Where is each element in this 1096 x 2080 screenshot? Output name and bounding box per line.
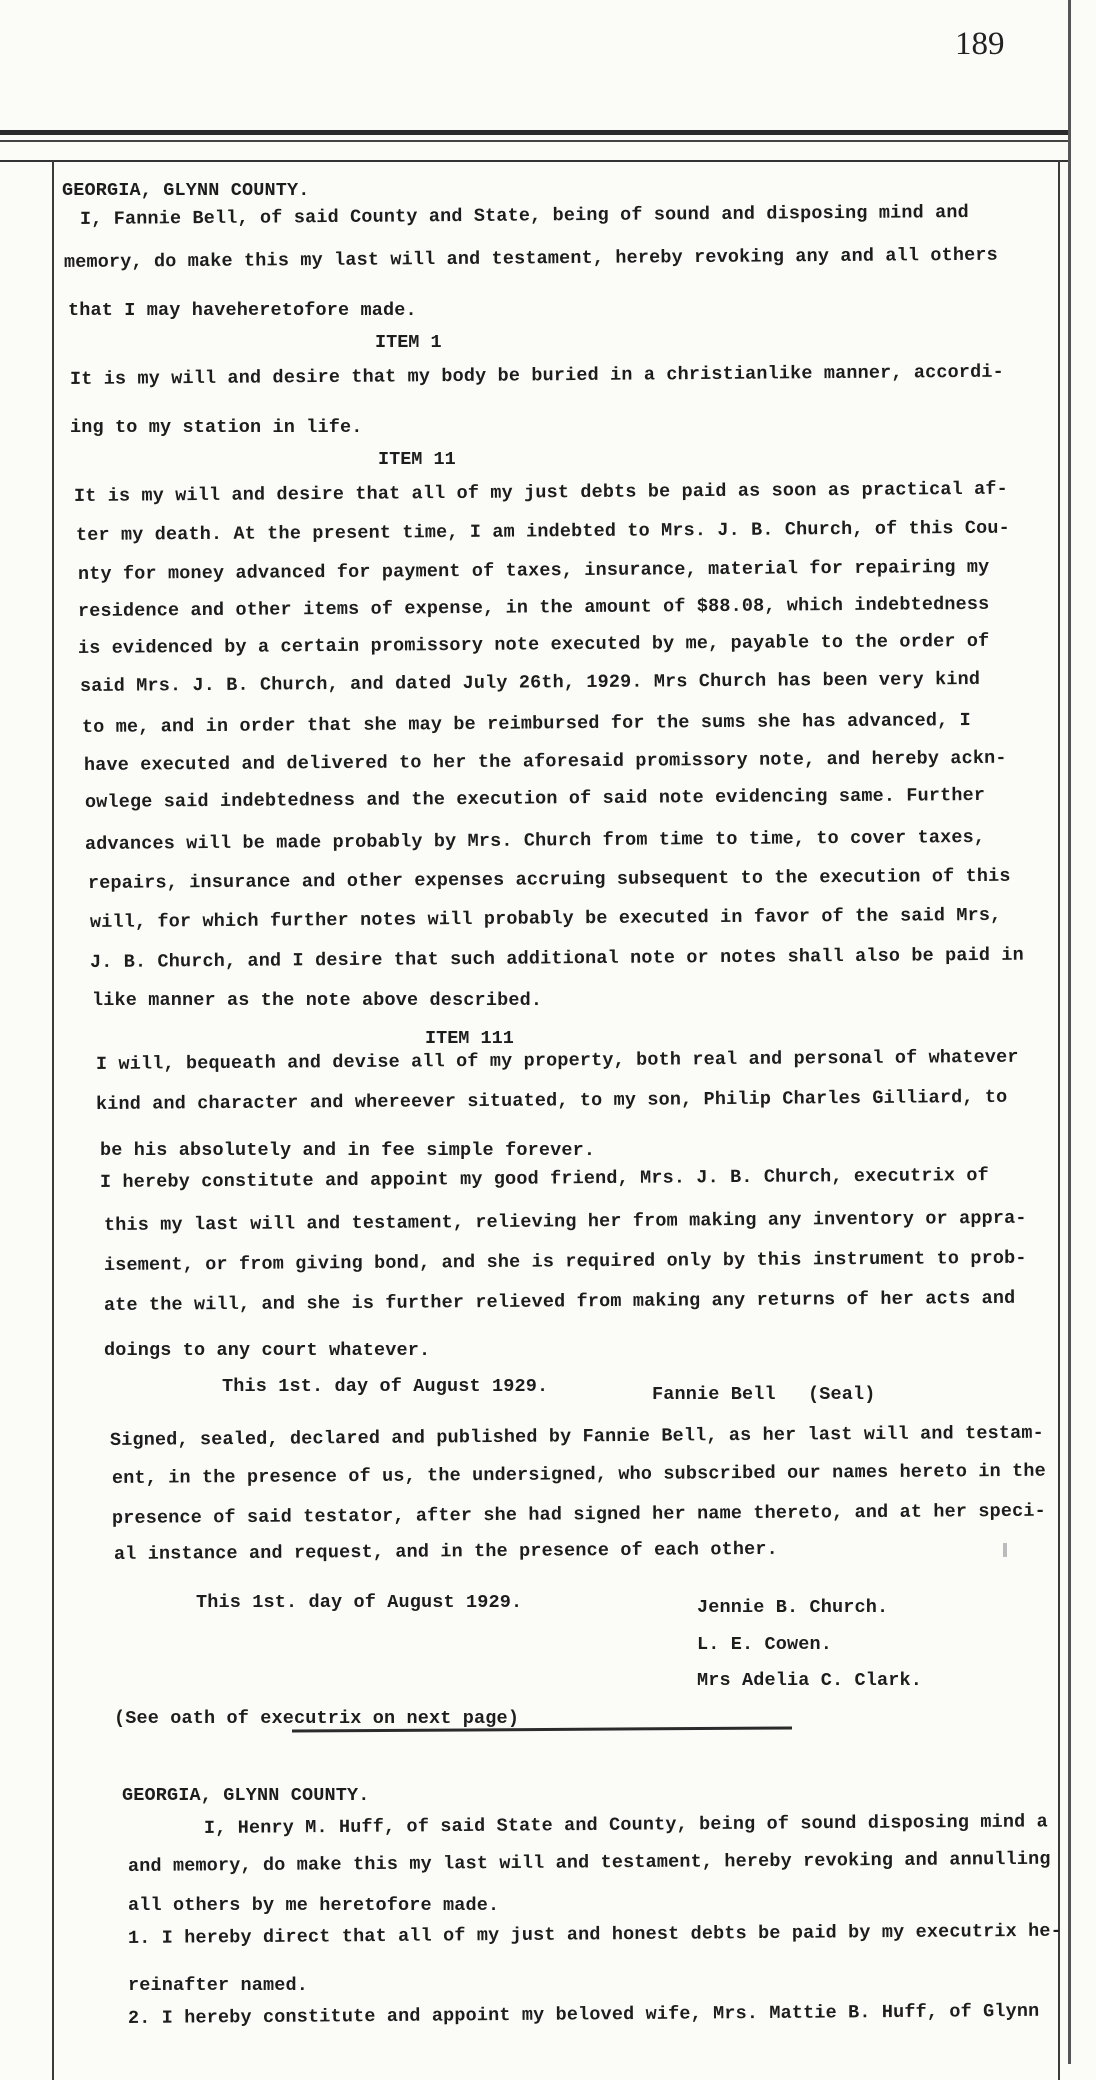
witness-name: Jennie B. Church. [697, 1597, 889, 1618]
will-line: and memory, do make this my last will and testament, hereby revoking and annulling [127, 1848, 1051, 1877]
item-line: isement, or from giving bond, and she is required only by this instrument to prob- [103, 1247, 1027, 1276]
item-line: will, for which further notes will probably be executed in favor of the said Mrs, [89, 904, 1002, 933]
item-line: ter my death. At the present time, I am indebted to Mrs. J. B. Church, of this Cou- [75, 517, 1010, 546]
item-line: have executed and delivered to her the aforesaid promissory note, and hereby ackn- [83, 747, 1007, 776]
item-line: be his absolutely and in fee simple forever. [100, 1140, 596, 1161]
margin-mark [1003, 1543, 1007, 1557]
intro-line: that I may haveheretofore made. [68, 300, 417, 321]
item-line: owlege said indebtedness and the execution of said note evidencing same. Further [84, 784, 986, 813]
item-line: advances will be made probably by Mrs. Church from time to time, to cover taxes, [84, 826, 986, 855]
item-line: residence and other items of expense, in the amount of $88.08, which indebtedness [77, 593, 990, 622]
item-heading: ITEM 11 [378, 449, 456, 470]
intro-line: I, Fannie Bell, of said County and State, being of sound and disposing mind and [79, 202, 969, 230]
item-line: ate the will, and she is further relieved from making any returns of her acts and [103, 1287, 1016, 1316]
executrix-note: (See oath of executrix on next page) [114, 1708, 520, 1729]
item-line: to me, and in order that she may be reimbursed for the sums she has advanced, I [81, 710, 971, 738]
item-line: said Mrs. J. B. Church, and dated July 26th, 1929. Mrs Church has been very kind [79, 668, 981, 697]
item-line: this my last will and testament, relieving her from making any inventory or appra- [103, 1207, 1027, 1236]
item-line: nty for money advanced for payment of taxes, insurance, material for repairing my [77, 556, 990, 585]
attestation-line: presence of said testator, after she had signed her name thereto, and at her speci- [111, 1500, 1046, 1529]
seal-label: (Seal) [808, 1384, 876, 1405]
attestation-line: al instance and request, and in the presence of each other. [113, 1538, 778, 1565]
attestation-line: ent, in the presence of us, the undersigned, who subscribed our names hereto in the [111, 1460, 1046, 1489]
item-line: I will, bequeath and devise all of my property, both real and personal of whatever [95, 1046, 1019, 1075]
item-line: is evidenced by a certain promissory note executed by me, payable to the order of [77, 630, 990, 659]
item-line: doings to any court whatever. [104, 1340, 431, 1361]
date-line: This 1st. day of August 1929. [222, 1376, 549, 1397]
will-heading: GEORGIA, GLYNN COUNTY. [62, 180, 310, 201]
will-line: I, Henry M. Huff, of said State and County, being of sound disposing mind a [203, 1811, 1048, 1839]
top-rule [0, 130, 1068, 135]
item-heading: ITEM 111 [425, 1028, 514, 1049]
attestation-line: Signed, sealed, declared and published by Fannie Bell, as her last will and testam- [109, 1422, 1044, 1451]
item-line: I hereby constitute and appoint my good friend, Mrs. J. B. Church, executrix of [99, 1165, 989, 1193]
witness-name: L. E. Cowen. [697, 1634, 833, 1655]
item-line: ing to my station in life. [70, 417, 363, 438]
top-rule-thin [0, 140, 1068, 142]
will-line: 1. I hereby direct that all of my just and honest debts be paid by my executrix he- [127, 1920, 1062, 1949]
item-line: J. B. Church, and I desire that such additional note or notes shall also be paid in [89, 944, 1024, 973]
page-right-edge [1068, 0, 1071, 2064]
intro-line: memory, do make this my last will and testament, hereby revoking any and all others [63, 244, 998, 273]
item-line: like manner as the note above described. [92, 990, 543, 1011]
item-line: kind and character and whereever situated, to my son, Philip Charles Gilliard, to [95, 1086, 1008, 1115]
item-line: It is my will and desire that my body be buried in a christianlike manner, accordi- [69, 361, 1004, 390]
will-line: all others by me heretofore made. [128, 1895, 500, 1916]
witness-name: Mrs Adelia C. Clark. [697, 1670, 923, 1691]
will-line: reinafter named. [128, 1975, 309, 1996]
will-line: 2. I hereby constitute and appoint my beloved wife, Mrs. Mattie B. Huff, of Glynn [127, 2000, 1040, 2029]
item-line: repairs, insurance and other expenses accruing subsequent to the execution of this [87, 865, 1011, 894]
will-heading: GEORGIA, GLYNN COUNTY. [122, 1785, 370, 1806]
attestation-date: This 1st. day of August 1929. [196, 1592, 523, 1613]
page-number: 189 [955, 26, 1005, 62]
item-heading: ITEM 1 [375, 332, 442, 353]
testator-signature: Fannie Bell [652, 1384, 776, 1405]
item-line: It is my will and desire that all of my just debts be paid as soon as practical af- [73, 478, 1008, 507]
